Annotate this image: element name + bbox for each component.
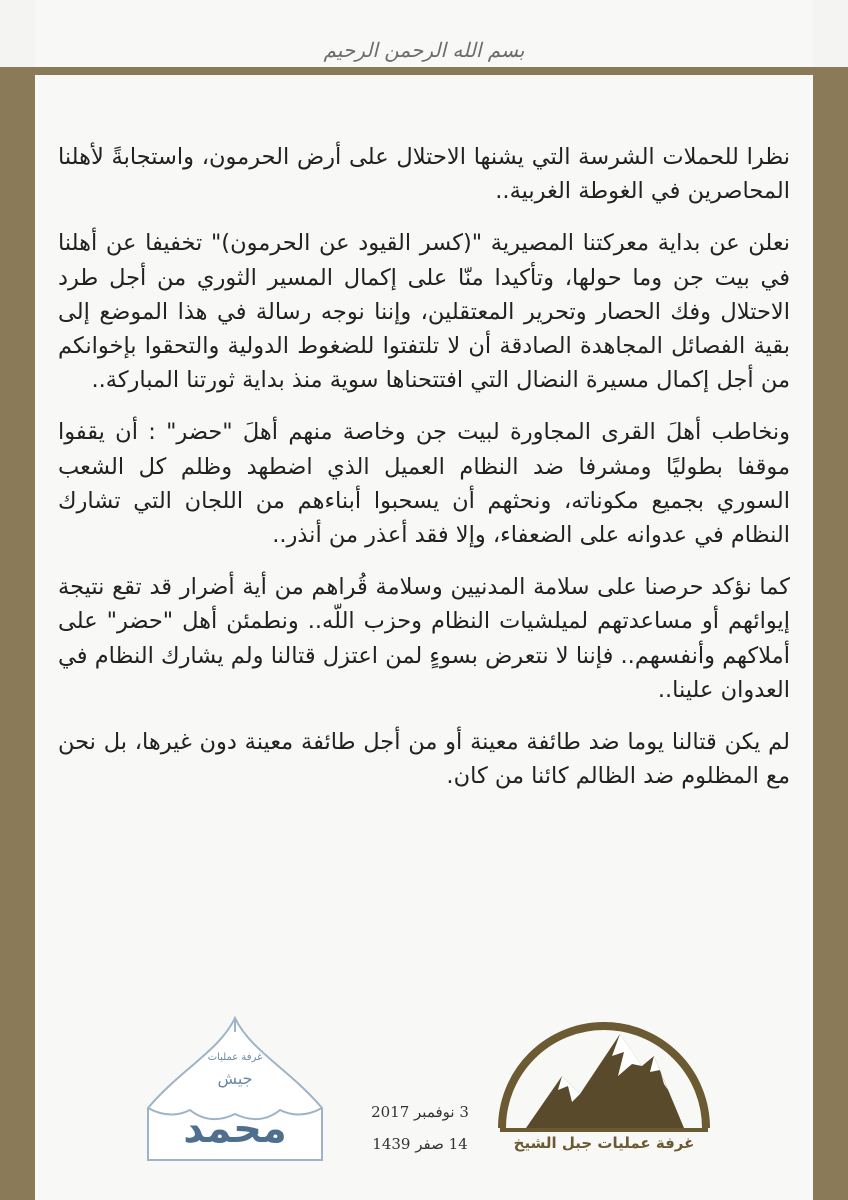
statement-body: [58, 140, 790, 811]
paragraph-4: كما نؤكد حرصنا على سلامة المدنيين وسلامة قُراهم من أية أضرار قد تقع نتيجة إيوائهم أو مساعدتهم لميلشيات النظام وحزب اللّه.. ونطمئن أهل "حضر" على أملاكهم وأنفسهم.. فإننا لا نتعرض بسوءٍ لمن اعتزل قتالنا ولم يشارك النظام في العدوان علينا..: [58, 574, 790, 703]
jaish-muhammad-logo: [140, 1010, 330, 1170]
paragraph-2: نعلن عن بداية معركتنا المصيرية "(كسر القيود عن الحرمون)" تخفيفا عن أهلنا في بيت جن وما حولها، وتأكيدا منّا على إكمال المسير الثوري من أجل طرد الاحتلال وفك الحصار وتحرير المعتقلين، وإننا نوجه رسالة في هذا الموضع إلى بقية الفصائل المجاهدة الصادقة أن لا تلتفتوا للضغوط الدولية والتحقوا بإخوانكم من أجل إكمال مسيرة النضال التي افتتحناها سوية منذ بداية ثورتنا المباركة..: [58, 230, 790, 394]
logo-caption: غرفة عمليات جبل الشيخ: [513, 1134, 695, 1152]
paragraph-3: ونخاطب أهلَ القرى المجاورة لبيت جن وخاصة منهم أهلَ "حضر" : أن يقفوا موقفا بطوليًا ومشرفا ضد النظام العميل الذي اضطهد وظلم كل الشعب السوري بجميع مكوناته، ونحثهم أن يسحبوا أبناءهم من اللجان التي تشارك النظام في عدوانه على الضعفاء، وإلا فقد أعذر من أنذر..: [58, 419, 790, 549]
left-border-bar: [0, 67, 35, 1200]
logo-top-text: غرفة عمليات: [207, 1052, 263, 1063]
tent-emblem-icon: [140, 1010, 330, 1170]
right-border-bar: [813, 67, 848, 1200]
logo-middle-text: جيش: [217, 1069, 253, 1088]
basmala: بسم الله الرحمن الرحيم: [323, 38, 525, 62]
jabal-sheikh-logo: [492, 1010, 716, 1170]
logo-main-text: محمد: [183, 1106, 287, 1152]
dates-block: [360, 1096, 480, 1160]
header-divider: [0, 67, 848, 75]
mountain-emblem-icon: [492, 1010, 716, 1134]
date-gregorian: 3 نوفمبر 2017: [371, 1103, 469, 1121]
paragraph-1: نظرا للحملات الشرسة التي يشنها الاحتلال على أرض الحرمون، واستجابةً لأهلنا المحاصرين في الغوطة الغربية..: [58, 144, 790, 205]
paragraph-5: لم يكن قتالنا يوما ضد طائفة معينة أو من أجل طائفة معينة دون غيرها، بل نحن مع المظلوم ضد الظالم كائنا من كان.: [58, 729, 790, 790]
date-hijri: 14 صفر 1439: [372, 1135, 468, 1153]
